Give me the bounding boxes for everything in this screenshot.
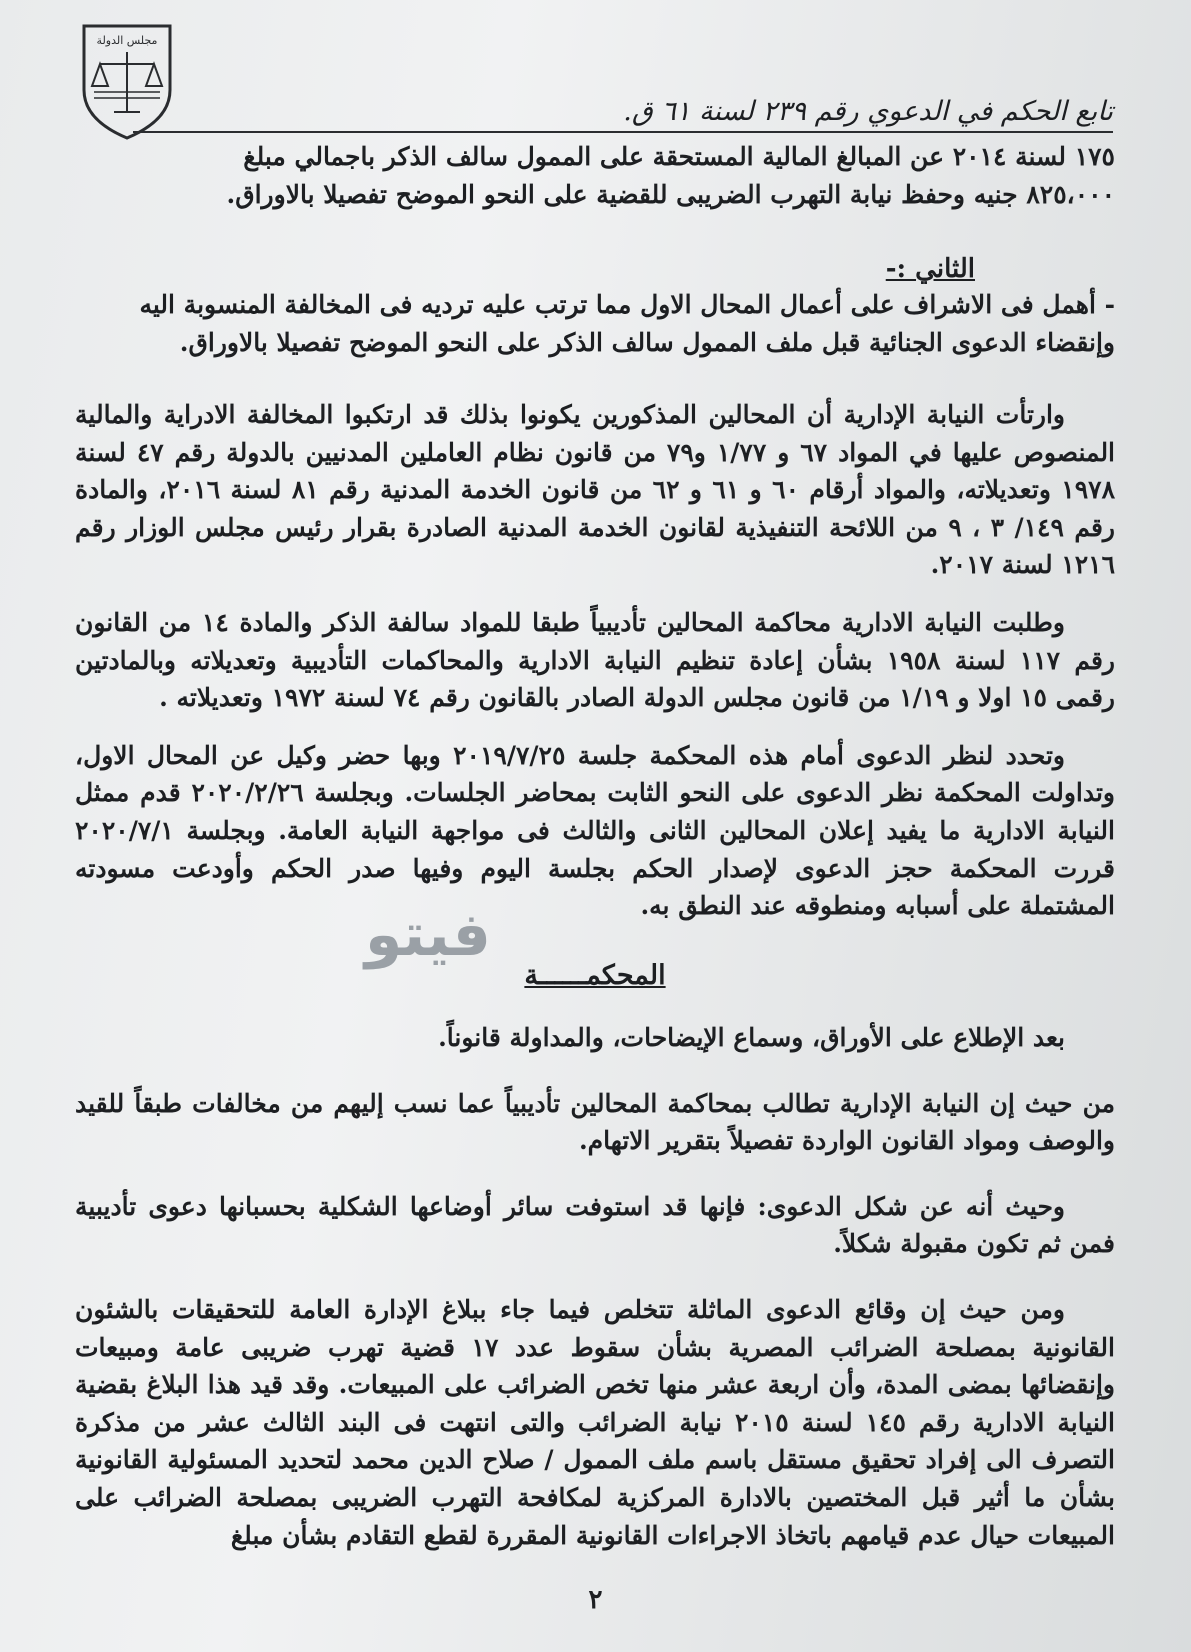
court-title: المحكمــــــة [524, 960, 666, 991]
proceedings-block [75, 396, 1115, 925]
paragraph-violations: وارتأت النيابة الإدارية أن المحالين المذكورين يكونوا بذلك قد ارتكبوا المخالفة الادراية والمالية المنصوص عليها في المواد ٦٧ و ١/٧٧ و٧٩ من قانون نظام العاملين المدنيين بالدولة رقم ٤٧ لسنة ١٩٧٨ وتعديلاته، والمواد أرقام ٦٠ و ٦١ و ٦٢ من قانون الخدمة المدنية رقم ٨١ لسنة ٢٠١٦، والمادة رقم ١٤٩/ ٣ ، ٩ من اللائحة التنفيذية لقانون الخدمة المدنية الصادرة بقرار رئيس مجلس الوزار رقم ١٢١٦ لسنة ٢٠١٧. [75, 400, 1116, 580]
court-paragraph-review: بعد الإطلاع على الأوراق، وسماع الإيضاحات، والمداولة قانوناً. [438, 1023, 1065, 1052]
court-section [75, 960, 1115, 1554]
logo-text: مجلس الدولة [96, 34, 158, 47]
second-label: الثاني :- [885, 254, 975, 284]
second-line-1: - أهمل فى الاشراف على أعمال المحال الاول مما ترتب عليه ترديه فى المخالفة المنسوبة اليه [139, 290, 1115, 319]
second-line-2: وإنقضاء الدعوى الجنائية قبل ملف الممول سالف الذكر على النحو الموضح تفصيلا بالاوراق. [179, 327, 1115, 357]
court-paragraph-form: وحيث أنه عن شكل الدعوى: فإنها قد استوفت سائر أوضاعها الشكلية بحسبانها دعوى تأديبية فمن ثم تكون مقبولة شكلاً. [75, 1191, 1115, 1259]
court-paragraph-facts: ومن حيث إن وقائع الدعوى الماثلة تتخلص فيما جاء ببلاغ الإدارة العامة للتحقيقات بالشئون القانونية بمصلحة الضرائب المصرية بشأن سقوط عدد ١٧ قضية تهرب ضريبى عامة ومبيعات وإنقضائها بمضى المدة، وأن اربعة عشر منها تخص الضرائب على المبيعات. وقد قيد هذا البلاغ بقضية النيابة الادارية رقم ١٤٥ لسنة ٢٠١٥ نيابة الضرائب والتى انتهت فى البند الثالث عشر من مذكرة التصرف الى إفراد تحقيق مستقل باسم ملف الممول / صلاح الدين محمد لتحديد المسئولية القانونية بشأن ما أثير قبل المختصين بالادارة المركزية لمكافحة التهرب الضريبى بمصلحة الضرائب على المبيعات حيال عدم قيامهم باتخاذ الاجراءات القانونية المقررة لقطع التقادم بشأن مبلغ [75, 1294, 1115, 1550]
second-defendant-block [75, 252, 1115, 361]
intro-block [75, 138, 1115, 213]
paragraph-request: وطلبت النيابة الادارية محاكمة المحالين تأديبياً طبقا للمواد سالفة الذكر والمادة ١٤ من القانون رقم ١١٧ لسنة ١٩٥٨ بشأن إعادة تنظيم النيابة الادارية والمحاكمات التأديبية وتعديلاته وبالمادتين رقمى ١٥ اولا و ١/١٩ من قانون مجلس الدولة الصادر بالقانون رقم ٧٤ لسنة ١٩٧٢ وتعديلاته . [75, 607, 1115, 713]
paragraph-sessions: وتحدد لنظر الدعوى أمام هذه المحكمة جلسة ٢٠١٩/٧/٢٥ وبها حضر وكيل عن المحال الاول، وتداولت المحكمة نظر الدعوى على النحو الثابت بمحاضر الجلسات. وبجلسة ٢٠٢٠/٢/٢٦ قدم ممثل النيابة الادارية ما يفيد إعلان المحالين الثانى والثالث فى مواجهة النيابة العامة. وبجلسة ٢٠٢٠/٧/١ قررت المحكمة حجز الدعوى لإصدار الحكم بجلسة اليوم وفيها صدر الحكم وأودعت مسودته المشتملة على أسبابه ومنطوقه عند النطق به. [75, 740, 1115, 921]
intro-line-3: ٨٢٥،٠٠٠ جنيه وحفظ نيابة التهرب الضريبى للقضية على النحو الموضح تفصيلا بالاوراق. [226, 179, 1115, 209]
vito-watermark: فيتو [365, 900, 491, 970]
intro-line-2: ١٧٥ لسنة ٢٠١٤ عن المبالغ المالية المستحقة على الممول سالف الذكر باجمالي مبلغ [243, 142, 1115, 171]
case-reference-header: تابع الحكم في الدعوي رقم ٢٣٩ لسنة ٦١ ق. [133, 95, 1113, 133]
court-paragraph-charges: من حيث إن النيابة الإدارية تطالب بمحاكمة المحالين تأديبياً عما نسب إليهم من مخالفات طبقاً للقيد والوصف ومواد القانون الواردة تفصيلاً بتقرير الاتهام. [75, 1088, 1115, 1156]
page-number: ٢ [588, 1585, 603, 1615]
